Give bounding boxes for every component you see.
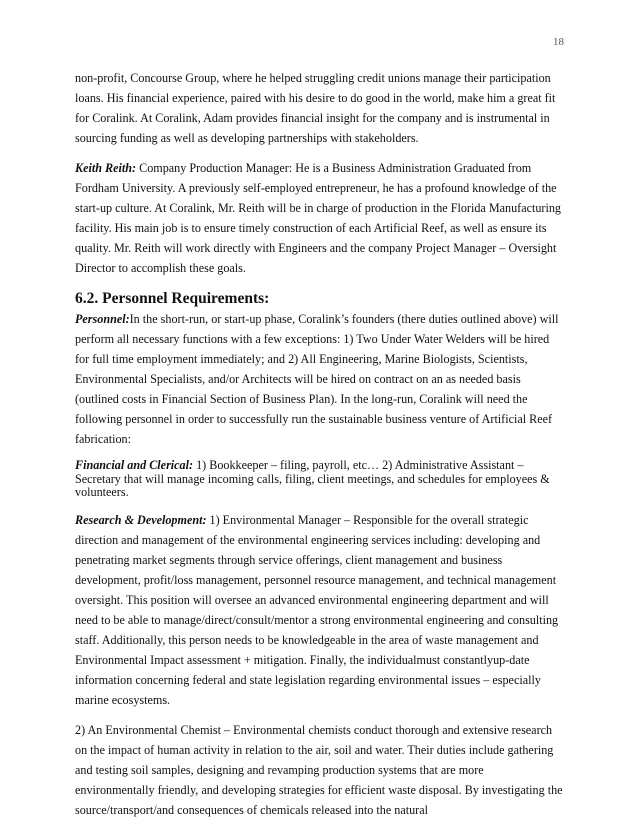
financial-clerical-label: Financial and Clerical: [75,458,194,472]
paragraph-keith-reith [75,158,565,278]
paragraph-adam-bio: non-profit, Concourse Group, where he helped struggling credit unions manage their participation loans. His financial experience, paired with his desire to do good in the world, make him a great fit for Coralink. At Coralink, Adam provides financial insight for the company and is instrumental in sourcing funding as well as developing partnerships with stakeholders. [75,71,556,145]
personnel-text: In the short-run, or start-up phase, Coralink’s founders (there duties outlined above) will perform all necessary functions with a few exceptions: 1) Two Under Water Welders will be hired for full time employment immediately; and 2) All Engineering, Marine Biologists, Scientists, Environmental Specialists, and/or Architects will be hired on contract on an as needed basis (outlined costs in Financial Section of Business Plan). In the long-run, Coralink will need the following personnel in order to successfully run the sustainable business venture of Artificial Reef fabrication: [75,312,559,446]
personnel-label: Personnel: [75,312,130,326]
document-body [75,68,565,820]
research-development-label: Research & Development: [75,512,207,527]
financial-clerical-text: 1) Bookkeeper – filing, payroll, etc… 2) Administrative Assistant – Secretary that will manage incoming calls, filing, client meetings, and schedules for employees & volunteers. [75,458,550,499]
research-development-text: 1) Environmental Manager – Responsible for the overall strategic direction and management of the environmental engineering services including: developing and penetrating market segments through service offerings, client management and business development, profit/loss management, personnel resource management, and technical management oversight. This position will oversee an advanced environmental engineering department and will need to be able to manage/direct/consult/mentor a strong environmental engineering and consulting staff. Additionally, this person needs to be knowledgeable in the area of waste management and Environmental Impact assessment + mitigation. Finally, the individualmust constantlyup-date information concerning federal and state legislation regarding environmental issues – especially marine ecosystems. [75,512,559,707]
paragraph-environmental-chemist: 2) An Environmental Chemist – Environmental chemists conduct thorough and extensive research on the impact of human activity in relation to the air, soil and water. Their duties include gathering and testing soil samples, designing and revamping production systems that are more environmentally friendly, and developing strategies for efficient waste disposal. By investigating the source/transport/and consequences of chemicals released into the natural [75,722,563,817]
paragraph-financial-clerical [75,459,565,500]
paragraph-research-development [75,510,565,710]
keith-reith-label: Keith Reith: [75,161,137,175]
keith-reith-text: Company Production Manager: He is a Business Administration Graduated from Fordham University. A previously self-employed entrepreneur, he has a profound knowledge of the start-up culture. At Coralink, Mr. Reith will be in charge of production in the Florida Manufacturing facility. His main job is to ensure timely construction of each Artificial Reef, as well as ensure its quality. Mr. Reith will work directly with Engineers and the company Project Manager – Oversight Director to accomplish these goals. [75,161,561,275]
paragraph-personnel [75,309,565,449]
page-number: 18 [553,36,564,48]
section-heading-personnel-requirements: 6.2. Personnel Requirements: [75,290,270,307]
